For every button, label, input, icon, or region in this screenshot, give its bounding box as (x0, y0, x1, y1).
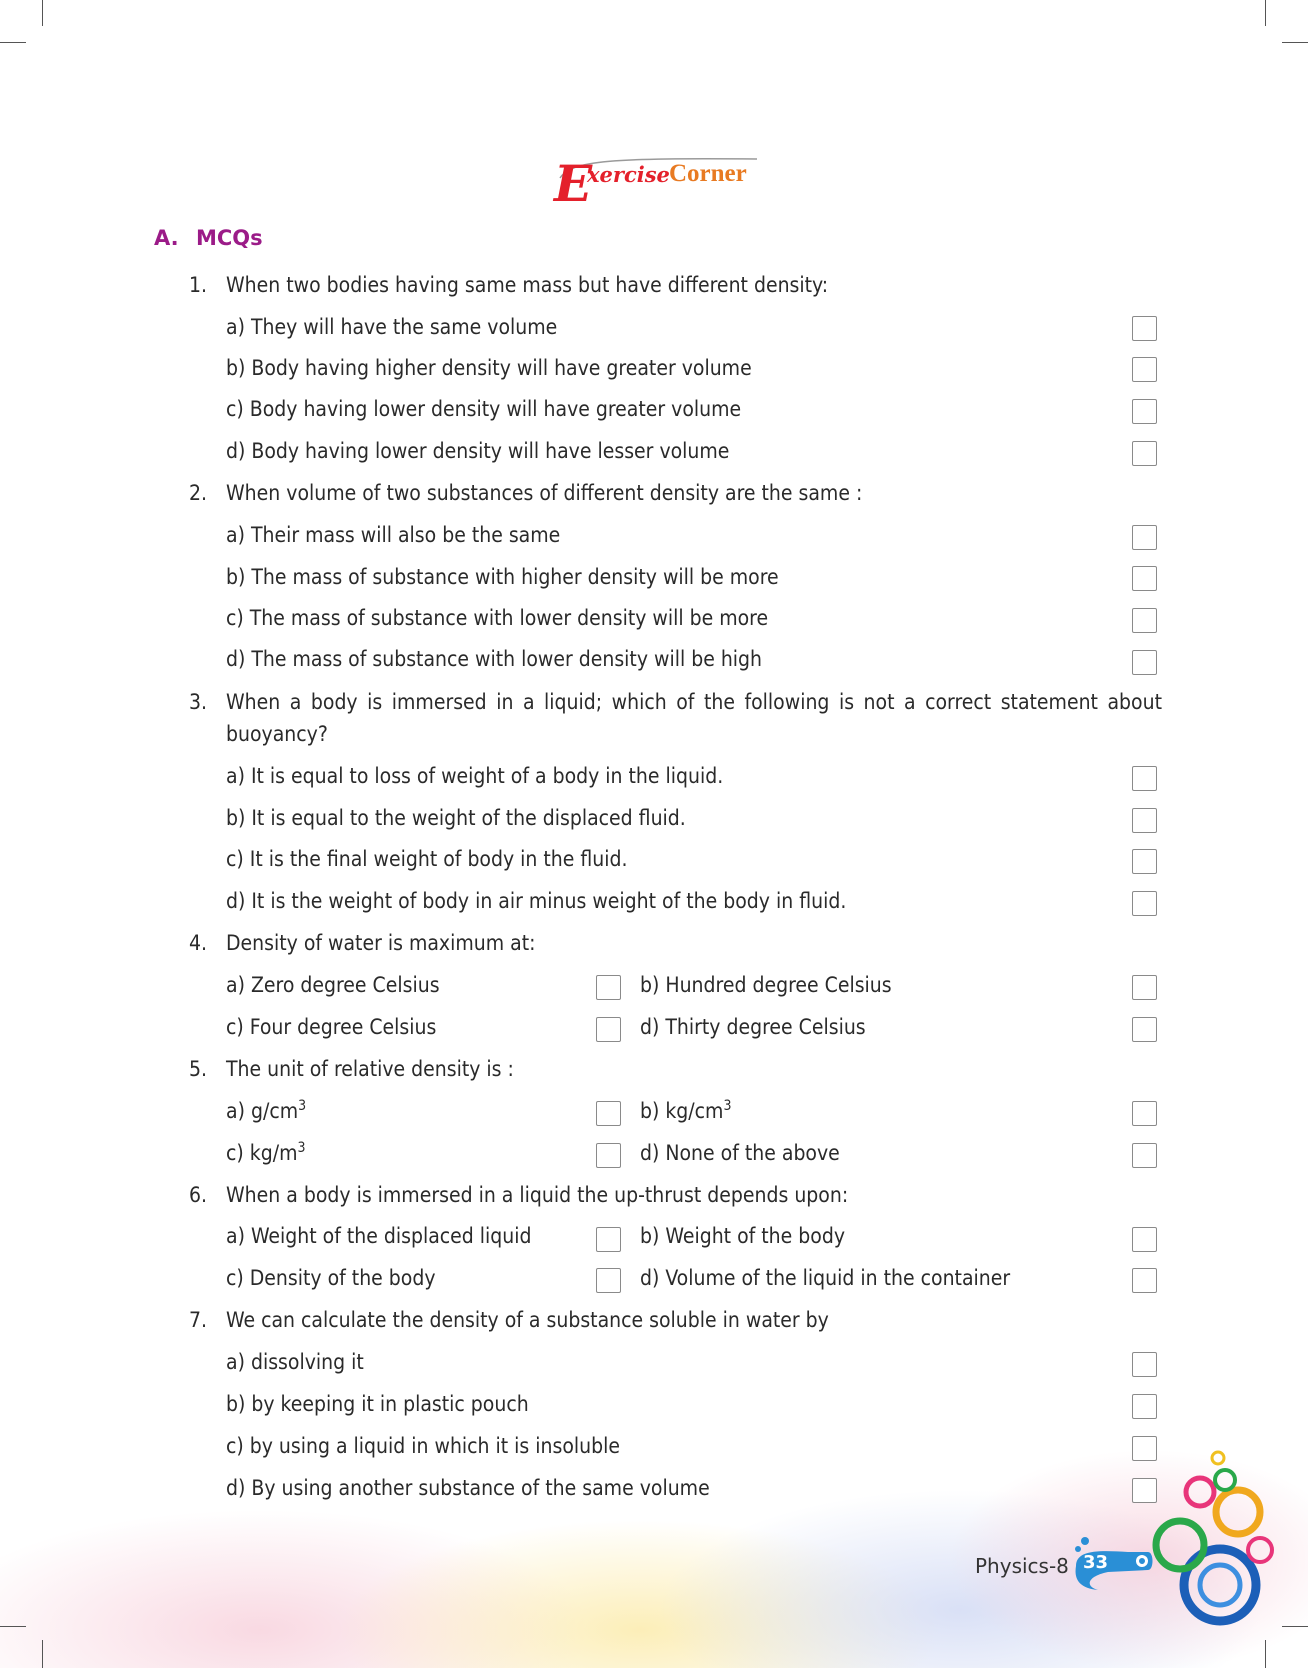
option-text: a) Their mass will also be the same (226, 523, 561, 547)
option-text: a) dissolving it (226, 1350, 364, 1374)
answer-checkbox[interactable] (596, 1017, 621, 1042)
answer-checkbox[interactable] (1132, 357, 1157, 382)
question-number: 2. (189, 481, 208, 505)
answer-checkbox[interactable] (1132, 566, 1157, 591)
watercolor-background (0, 1380, 1308, 1668)
option-text: c) Four degree Celsius (226, 1015, 437, 1039)
option-text: d) Volume of the liquid in the container (640, 1266, 1011, 1290)
section-title: MCQs (195, 226, 263, 250)
answer-checkbox[interactable] (596, 1227, 621, 1252)
option-text: a) Zero degree Celsius (226, 973, 440, 997)
answer-checkbox[interactable] (1132, 1143, 1157, 1168)
question-number: 6. (189, 1183, 208, 1207)
answer-checkbox[interactable] (1132, 399, 1157, 424)
option-text: c) by using a liquid in which it is insoluble (226, 1434, 621, 1458)
title-word-2: Corner (669, 160, 747, 187)
option-text: d) By using another substance of the same volume (226, 1476, 710, 1500)
crop-mark (1282, 42, 1308, 43)
question-text: When two bodies having same mass but have different density: (226, 273, 829, 297)
page-number: 33 (1083, 1552, 1109, 1573)
answer-checkbox[interactable] (596, 1101, 621, 1126)
title-word-1: xercise (587, 162, 670, 187)
crop-mark (0, 1626, 26, 1627)
answer-checkbox[interactable] (1132, 608, 1157, 633)
option-text: b) It is equal to the weight of the displaced fluid. (226, 806, 686, 830)
option-text: a) Weight of the displaced liquid (226, 1224, 532, 1248)
answer-checkbox[interactable] (1132, 650, 1157, 675)
book-name: Physics-8 (975, 1554, 1069, 1578)
title-initial: E (554, 154, 593, 213)
option-text: b) The mass of substance with higher density will be more (226, 565, 779, 589)
option-text: d) The mass of substance with lower density will be high (226, 647, 763, 671)
answer-checkbox[interactable] (1132, 1101, 1157, 1126)
answer-checkbox[interactable] (1132, 316, 1157, 341)
answer-checkbox[interactable] (1132, 1394, 1157, 1419)
option-text: b) Hundred degree Celsius (640, 973, 892, 997)
crop-mark (0, 42, 26, 43)
answer-checkbox[interactable] (1132, 1017, 1157, 1042)
option-text: a) They will have the same volume (226, 315, 558, 339)
page-number-badge (1068, 1536, 1158, 1592)
question-text: We can calculate the density of a substance soluble in water by (226, 1308, 829, 1332)
option-text: c) Density of the body (226, 1266, 436, 1290)
answer-checkbox[interactable] (1132, 441, 1157, 466)
answer-checkbox[interactable] (1132, 975, 1157, 1000)
question-number: 4. (189, 931, 208, 955)
answer-checkbox[interactable] (1132, 891, 1157, 916)
answer-checkbox[interactable] (1132, 766, 1157, 791)
crop-mark (42, 0, 43, 26)
question-number: 7. (189, 1308, 208, 1332)
option-text: d) It is the weight of body in air minus weight of the body in fluid. (226, 889, 847, 913)
answer-checkbox[interactable] (596, 975, 621, 1000)
option-text: b) $kg/cm^3$ (640, 1098, 732, 1123)
section-heading (154, 226, 263, 250)
question-text: When a body is immersed in a liquid the up-thrust depends upon: (226, 1183, 849, 1207)
answer-checkbox[interactable] (596, 1268, 621, 1293)
option-text: d) Thirty degree Celsius (640, 1015, 866, 1039)
option-text: c) $kg/m^3$ (226, 1140, 306, 1165)
crop-mark (1265, 0, 1266, 26)
question-text: Density of water is maximum at: (226, 931, 536, 955)
option-text: c) Body having lower density will have greater volume (226, 397, 742, 421)
answer-checkbox[interactable] (1132, 1352, 1157, 1377)
question-text: When a body is immersed in a liquid; which of the following is not a correct statement about (226, 690, 1162, 714)
section-letter: A. (154, 226, 179, 250)
answer-checkbox[interactable] (1132, 525, 1157, 550)
option-text: c) The mass of substance with lower density will be more (226, 606, 769, 630)
option-text: b) Weight of the body (640, 1224, 846, 1248)
option-text: d) None of the above (640, 1141, 840, 1165)
question-number: 1. (189, 273, 208, 297)
question-text: The unit of relative density is : (226, 1057, 514, 1081)
option-text: a) $g/cm^3$ (226, 1098, 307, 1123)
option-text: a) It is equal to loss of weight of a body in the liquid. (226, 764, 724, 788)
option-text: c) It is the final weight of body in the fluid. (226, 847, 628, 871)
question-text-continued: buoyancy? (226, 722, 328, 746)
answer-checkbox[interactable] (1132, 849, 1157, 874)
option-text: d) Body having lower density will have lesser volume (226, 439, 730, 463)
question-number: 5. (189, 1057, 208, 1081)
answer-checkbox[interactable] (1132, 1227, 1157, 1252)
answer-checkbox[interactable] (1132, 1268, 1157, 1293)
option-text: b) Body having higher density will have greater volume (226, 356, 752, 380)
question-text: When volume of two substances of different density are the same : (226, 481, 863, 505)
crop-mark (42, 1640, 43, 1668)
answer-checkbox[interactable] (1132, 808, 1157, 833)
page-title (552, 154, 762, 213)
question-number: 3. (189, 690, 208, 714)
answer-checkbox[interactable] (596, 1143, 621, 1168)
decorative-circles (1150, 1430, 1308, 1668)
option-text: b) by keeping it in plastic pouch (226, 1392, 529, 1416)
